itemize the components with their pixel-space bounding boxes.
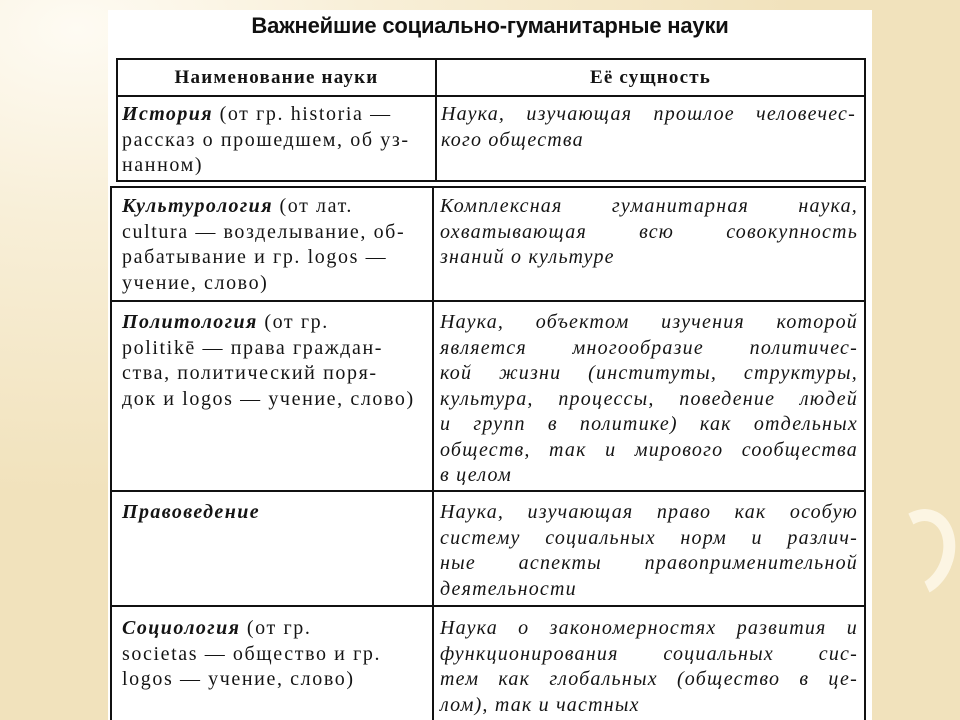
row-politology-essence-line: является многообразие политичес-	[440, 336, 858, 359]
sciences-table-part-2	[110, 186, 866, 720]
row-jurisprudence-essence-line: ные аспекты правоприменительной	[440, 552, 858, 574]
row-politology-name-cell	[122, 310, 415, 412]
textbook-page	[108, 10, 872, 720]
row-sociology-essence-line: лом), так и частных	[440, 693, 640, 716]
row-culturology-name-tail: (от лат.	[279, 195, 354, 217]
row-politology-essence-line: Наука, объектом изучения которой	[440, 311, 858, 333]
background-swoosh	[871, 499, 960, 608]
row-history-origin-line: нанном)	[122, 154, 204, 176]
row-jurisprudence-name: Правоведение	[122, 501, 261, 523]
column-divider	[435, 60, 437, 180]
row-culturology-origin-line: cultura — возделывание, об-	[122, 220, 406, 243]
row-history-origin-line: рассказ о прошедшем, об уз-	[122, 128, 410, 151]
sciences-table-part-1	[116, 58, 866, 182]
row-divider	[112, 490, 864, 492]
row-politology-essence-line: в целом	[440, 464, 512, 486]
row-jurisprudence-essence-line: систему социальных норм и различ-	[440, 526, 858, 549]
row-culturology-origin-line	[122, 194, 405, 220]
column-header-science-name: Наименование науки	[174, 67, 379, 88]
row-culturology-origin-line: рабатывание и гр. logos —	[122, 246, 388, 268]
row-culturology-essence-line: знаний о культуре	[440, 246, 615, 268]
row-culturology-origin-line: учение, слово)	[122, 271, 269, 294]
row-jurisprudence-essence-cell	[440, 500, 858, 602]
row-jurisprudence-name-cell	[122, 500, 260, 526]
row-politology-origin-line	[122, 310, 415, 336]
page-title: Важнейшие социально-гуманитарные науки	[251, 13, 729, 38]
row-history-name-cell	[122, 102, 410, 179]
row-culturology-essence-cell	[440, 194, 858, 271]
row-politology-essence-line: кой жизни (институты, структуры,	[440, 362, 858, 384]
row-sociology-origin-line: logos — учение, слово)	[122, 668, 355, 690]
row-politology-essence-cell	[440, 310, 858, 489]
row-politology-origin-line: док и logos — учение, слово)	[122, 387, 415, 410]
row-divider	[112, 300, 864, 302]
row-sociology-origin-line	[122, 616, 381, 642]
row-history-name: История	[122, 103, 213, 125]
row-politology-essence-line: культура, процессы, поведение людей	[440, 387, 858, 410]
row-sociology-essence-line: тем как глобальных (общество в це-	[440, 668, 858, 690]
row-history-name-tail: (от гр. historia —	[219, 103, 392, 125]
header-divider	[118, 95, 864, 97]
row-sociology-name-tail: (от гр.	[246, 617, 312, 639]
row-sociology-essence-cell	[440, 616, 858, 718]
row-jurisprudence-essence-line: Наука, изучающая право как особую	[440, 501, 858, 523]
row-politology-name: Политология	[122, 311, 258, 333]
row-sociology-name-cell	[122, 616, 381, 693]
row-history-essence-cell	[441, 102, 856, 153]
column-divider	[432, 188, 434, 720]
row-politology-origin-line: ства, политический поря-	[122, 362, 378, 384]
row-jurisprudence-essence-line: деятельности	[440, 577, 577, 600]
row-culturology-name-cell	[122, 194, 405, 296]
row-sociology-name: Социология	[122, 617, 241, 639]
column-header-essence: Её сущность	[589, 67, 712, 88]
row-culturology-name: Культурология	[122, 195, 273, 217]
row-politology-essence-line: и групп в политике) как отдельных	[440, 413, 858, 435]
row-history-origin-line	[122, 102, 410, 128]
row-divider	[112, 605, 864, 607]
row-sociology-origin-line: societas — общество и гр.	[122, 642, 382, 665]
row-culturology-essence-line: Комплексная гуманитарная наука,	[440, 195, 858, 217]
row-history-essence-line: Наука, изучающая прошлое человечес-	[441, 103, 856, 125]
row-politology-essence-line: обществ, так и мирового сообщества	[440, 438, 858, 461]
row-history-essence-line: кого общества	[441, 128, 584, 151]
row-culturology-essence-line: охватывающая всю совокупность	[440, 220, 858, 243]
row-politology-name-tail: (от гр.	[264, 311, 329, 333]
row-sociology-essence-line: функционирования социальных сис-	[440, 642, 858, 665]
row-sociology-essence-line: Наука о закономерностях развития и	[440, 617, 858, 639]
row-politology-origin-line: politikē — права граждан-	[122, 336, 384, 359]
